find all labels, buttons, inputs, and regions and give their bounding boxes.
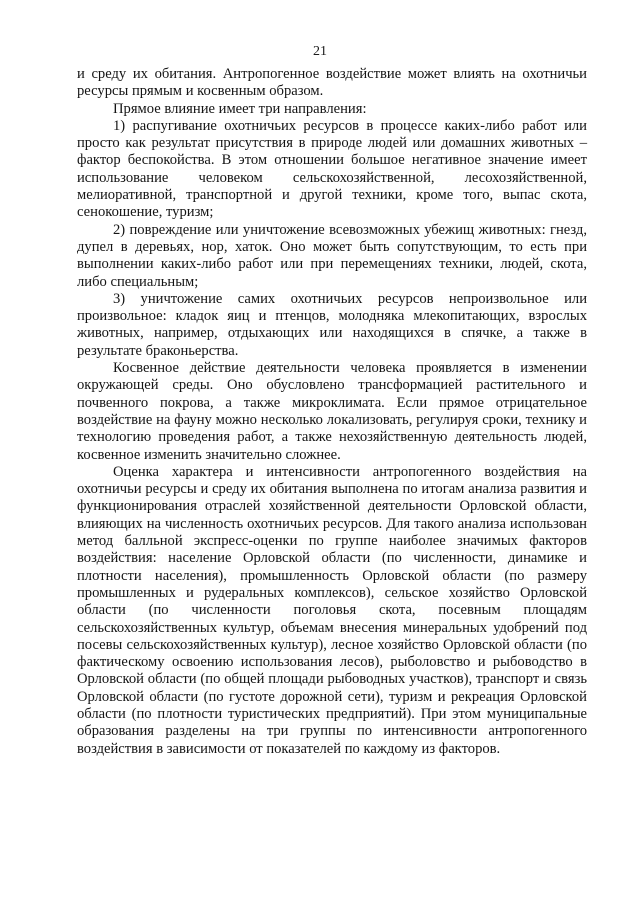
page-number: 21 [313, 44, 327, 59]
paragraph-item-2: 2) повреждение или уничтожение всевозможных убежищ животных: гнезд, дупел в деревьях, нор, хаток. Оно может быть сопутствующим, то есть при выполнении каких-либо работ или при перемещениях техники, людей, скота, либо специальным; [77, 221, 587, 290]
paragraph-indirect-influence: Косвенное действие деятельности человека проявляется в изменении окружающей среды. Оно обусловлено трансформацией растительного и почвенного покрова, а также микроклимата. Если прямое отрицательное воздействие на фауну можно несколько локализовать, регулируя сроки, технику и технологию проведения работ, а также нехозяйственную деятельность людей, косвенное изменить значительно сложнее. [77, 360, 587, 463]
paragraph-assessment: Оценка характера и интенсивности антропогенного воздействия на охотничьи ресурсы и среду их обитания выполнена по итогам анализа развития и функционирования отраслей хозяйственной деятельности Орловской области, влияющих на численность охотничьих ресурсов. Для такого анализа использован метод балльной экспресс-оценки по группе наиболее значимых факторов воздействия: население Орловской области (по численности, динамике и плотности населения), промышленность Орловской области (по размеру промышленных и рудеральных комплексов), сельское хозяйство Орловской области (по численности поголовья скота, посевным площадям сельскохозяйственных культур, объемам внесения минеральных удобрений под посевы сельскохозяйственных культур), лесное хозяйство Орловской области (по фактическому освоению использования лесов), рыболовство и рыбоводство в Орловской области (по общей площади рыбоводных участков), транспорт и связь Орловской области (по густоте дорожной сети), туризм и рекреация Орловской области (по плотности туристических предприятий). При этом муниципальные образования разделены на три группы по интенсивности антропогенного воздействия в зависимости от показателей по каждому из факторов. [77, 463, 587, 757]
paragraph-item-1: 1) распугивание охотничьих ресурсов в процессе каких-либо работ или просто как результат присутствия в природе людей или домашних животных – фактор беспокойства. В этом отношении большое негативное значение имеет использование человеком сельскохозяйственной, лесохозяйственной, мелиоративной, транспортной и другой техники, кроме того, выпас скота, сенокошение, туризм; [77, 117, 587, 221]
body-text [77, 66, 587, 758]
paragraph-direct-influence-intro: Прямое влияние имеет три направления: [113, 100, 367, 117]
paragraph-continuation: и среду их обитания. Антропогенное воздействие может влиять на охотничьи ресурсы прямым и косвенным образом. [77, 66, 587, 100]
paragraph-item-3: 3) уничтожение самих охотничьих ресурсов непроизвольное или произвольное: кладок яиц и птенцов, молодняка млекопитающих, взрослых животных, например, отдыхающих или находящихся в спячке, а также в результате браконьерства. [77, 290, 587, 359]
